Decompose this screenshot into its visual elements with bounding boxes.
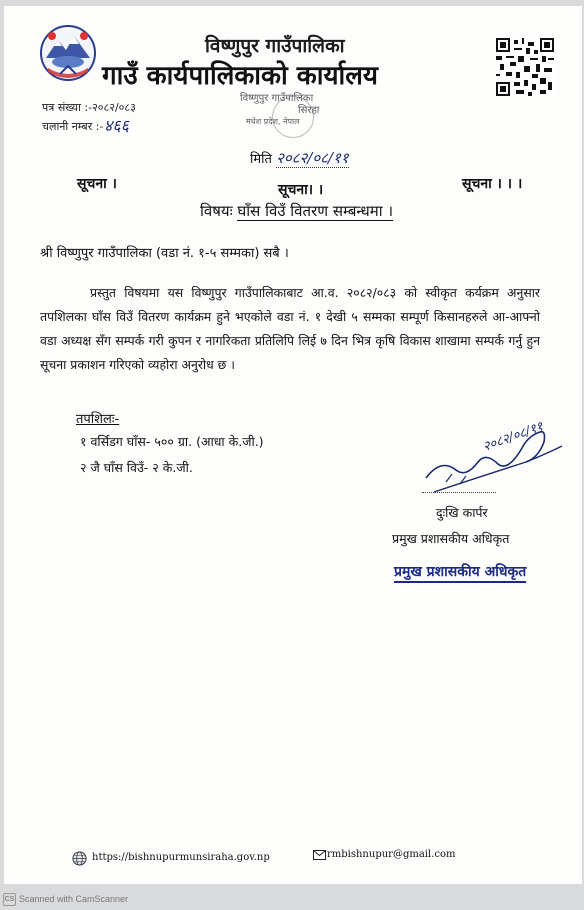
email-icon: [313, 850, 326, 860]
signatory-designation: प्रमुख प्रशासकीय अधिकृत: [392, 531, 510, 546]
date-line: [250, 148, 349, 168]
camscanner-logo-icon: CS: [3, 893, 16, 906]
qr-code-icon: [496, 38, 554, 96]
letter-body: [40, 281, 540, 377]
subject-line: [200, 201, 393, 221]
office-stamp: विष्णुपुर गाउँपालिका सिरहा मधेश प्रदेश, नेपाल: [232, 86, 350, 148]
body-paragraph: प्रस्तुत विषयमा यस विष्णुपुर गाउँपालिकाबाट आ.व. २०८२/०८३ को स्वीकृत कर्यक्रम अनुसार तपशिलका घाँस विउँ वितरण कार्यक्रम हुने भएकोले वडा नं. १ देखी ५ सम्मका सम्पूर्ण किसानहरुले आ-आफ्नो वडा अध्यक्ष सँग सम्पर्क गरी कुपन र नागरिकता प्रतिलिपि लिई ७ दिन भित्र कृषि विकास शाखामा सम्पर्क गर्नु हुन सूचना प्रकाशन गरिएको व्यहोरा अनुरोध छ ।: [40, 285, 540, 372]
date-value: २०८२/०८/११: [276, 149, 349, 167]
details-heading: तपशिलः-: [76, 412, 120, 427]
globe-icon: [72, 851, 87, 866]
signature-date: २०८२/०८/११: [481, 419, 546, 455]
addressee: श्री विष्णुपुर गाउँपालिका (वडा नं. १-५ सम्मका) सबै ।: [40, 246, 289, 261]
nepal-emblem-icon: [38, 22, 98, 84]
notice-heading-left: सूचना ।: [77, 176, 117, 192]
details-item-2: २ जै घाँस विउँ- २ के.जी.: [80, 460, 193, 475]
camscanner-watermark: CS Scanned with CamScanner: [0, 893, 128, 906]
dispatch-number-label: चलानी नम्बर :-: [42, 120, 104, 133]
municipality-name: विष्णुपुर गाउँपालिका: [205, 35, 345, 57]
handwritten-signature: [386, 418, 576, 508]
notice-heading-center: सूचना। ।: [278, 182, 324, 198]
subject-text: घाँस विउँ वितरण सम्बन्धमा ।: [237, 202, 394, 220]
website-link[interactable]: https://bishnupurmunsiraha.gov.np: [92, 852, 270, 863]
letter-number: पत्र संख्या :-२०८२/०८३: [42, 101, 136, 114]
date-label: मिति: [250, 152, 272, 167]
office-title: गाउँ कार्यपालिकाको कार्यालय: [102, 61, 378, 91]
subject-label: विषयः: [200, 202, 233, 220]
dispatch-number-value: ४६६: [104, 116, 129, 135]
signature-line: [422, 492, 496, 493]
email-link[interactable]: rmbishnupur@gmail.com: [327, 849, 456, 860]
signatory-name: दुःखि कार्पर: [436, 505, 488, 520]
notice-heading-right: सूचना । । ।: [462, 176, 523, 192]
designation-seal: प्रमुख प्रशासकीय अधिकृत: [394, 564, 526, 583]
details-item-1: १ वर्सिडग घाँस- ५०० ग्रा. (आधा के.जी.): [80, 434, 264, 449]
